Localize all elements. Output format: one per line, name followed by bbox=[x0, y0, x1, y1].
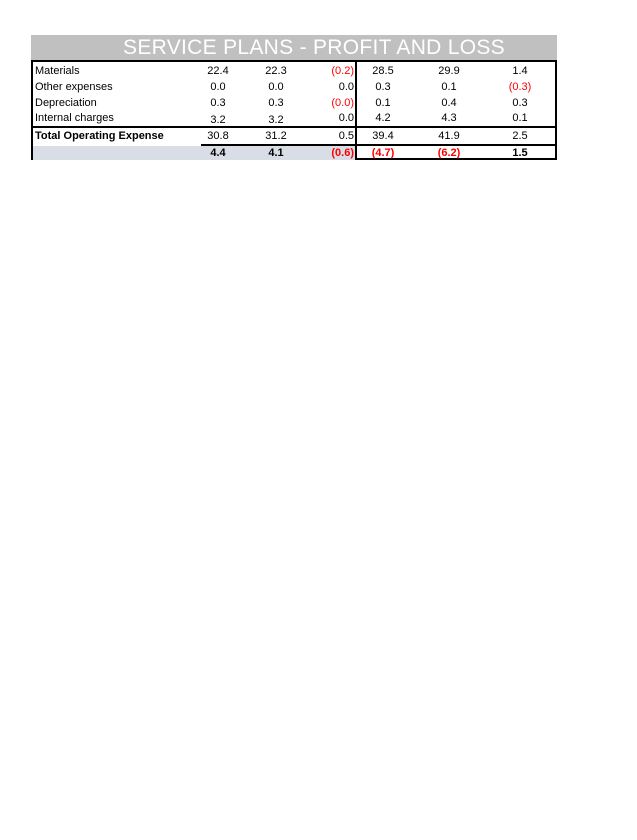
divider-above-total bbox=[33, 126, 555, 128]
table-row-depreciation bbox=[33, 95, 555, 111]
cell-v3: (0.0) bbox=[331, 97, 354, 109]
cell-v3: (0.2) bbox=[331, 65, 354, 77]
cell-v6: 0.3 bbox=[512, 97, 528, 109]
cell-v1: 3.2 bbox=[210, 114, 226, 126]
cell-v2: 0.0 bbox=[268, 81, 284, 93]
cell-v6: (0.3) bbox=[508, 81, 532, 93]
table-row-internal-charges bbox=[33, 110, 555, 126]
cell-v4: 0.1 bbox=[375, 97, 391, 109]
cell-v2: 0.3 bbox=[268, 97, 284, 109]
cell-v1: 4.4 bbox=[210, 147, 226, 159]
cell-v5: 41.9 bbox=[438, 130, 460, 142]
row-label: Internal charges bbox=[35, 112, 114, 124]
cell-v6: 0.1 bbox=[512, 112, 528, 124]
cell-v1: 0.3 bbox=[210, 97, 226, 109]
row-label: Depreciation bbox=[35, 97, 97, 109]
report-title-bar bbox=[31, 35, 557, 60]
cell-v5: 0.1 bbox=[441, 81, 457, 93]
divider-above-summary bbox=[201, 144, 555, 146]
cell-v6: 1.4 bbox=[512, 65, 528, 77]
row-label: Other expenses bbox=[35, 81, 113, 93]
cell-v4: 39.4 bbox=[372, 130, 394, 142]
cell-v2: 3.2 bbox=[268, 114, 284, 126]
table-row-summary bbox=[33, 145, 555, 161]
cell-v2: 31.2 bbox=[265, 130, 287, 142]
cell-v5: 4.3 bbox=[441, 112, 457, 124]
cell-v1: 0.0 bbox=[210, 81, 226, 93]
cell-v1: 22.4 bbox=[207, 65, 229, 77]
cell-v5: 29.9 bbox=[438, 65, 460, 77]
cell-v3: 0.5 bbox=[338, 130, 354, 142]
row-label: Total Operating Expense bbox=[35, 130, 164, 142]
cell-v5: (6.2) bbox=[437, 147, 461, 159]
cell-v2: 4.1 bbox=[268, 147, 284, 159]
cell-v2: 22.3 bbox=[265, 65, 287, 77]
cell-v4: 0.3 bbox=[375, 81, 391, 93]
cell-v4: (4.7) bbox=[371, 147, 395, 159]
profit-loss-table bbox=[31, 60, 557, 160]
cell-v6: 1.5 bbox=[512, 147, 528, 159]
table-row-materials bbox=[33, 63, 555, 79]
cell-v6: 2.5 bbox=[512, 130, 528, 142]
column-divider bbox=[355, 62, 357, 158]
cell-v3: 0.0 bbox=[338, 81, 354, 93]
cell-v3: 0.0 bbox=[338, 112, 354, 124]
cell-v4: 28.5 bbox=[372, 65, 394, 77]
row-label: Materials bbox=[35, 65, 80, 77]
report-title: SERVICE PLANS - PROFIT AND LOSS bbox=[123, 36, 505, 59]
table-row-total-operating-expense bbox=[33, 128, 555, 144]
table-row-other-expenses bbox=[33, 79, 555, 95]
cell-v3: (0.6) bbox=[331, 147, 354, 159]
cell-v4: 4.2 bbox=[375, 112, 391, 124]
cell-v5: 0.4 bbox=[441, 97, 457, 109]
cell-v1: 30.8 bbox=[207, 130, 229, 142]
